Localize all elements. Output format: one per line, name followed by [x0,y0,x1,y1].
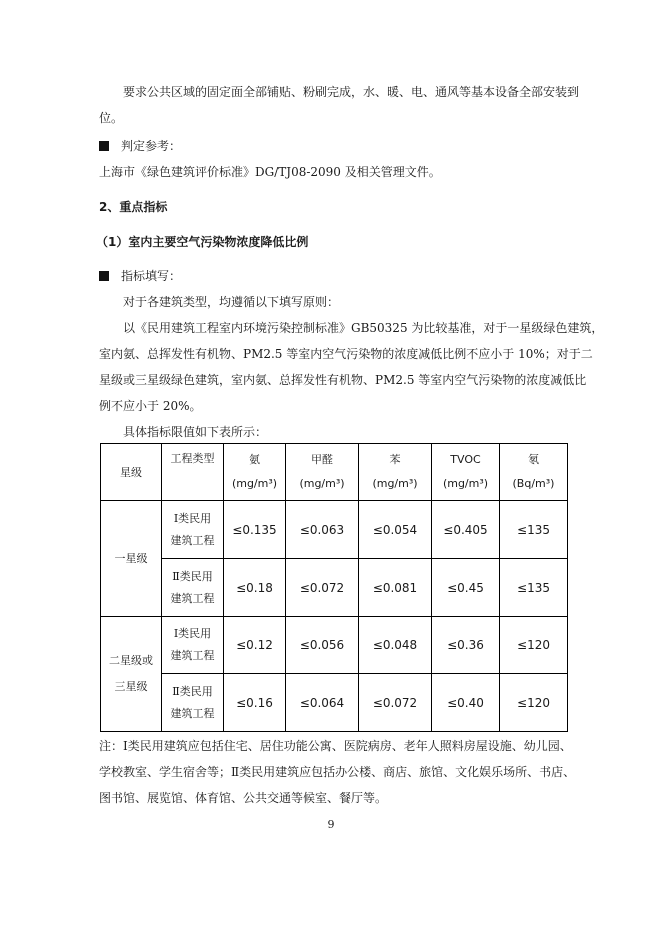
ammonia-value: ≤0.135 [224,501,286,559]
formaldehyde-value: ≤0.064 [286,674,359,732]
paragraph-table-intro: 具体指标限值如下表所示： [123,425,268,439]
header-ammonia [224,444,286,501]
tvoc-value: ≤0.45 [432,559,500,617]
paragraph-requirements-line1: 要求公共区域的固定面全部铺贴、粉刷完成，水、暖、电、通风等基本设备全部安装到 [123,85,580,99]
star-level-line2: 三星级 [114,680,148,693]
subsection-heading: （1）室内主要空气污染物浓度降低比例 [96,235,309,249]
ammonia-value: ≤0.16 [224,674,286,732]
table-row [101,559,568,617]
project-type-line1: Ⅰ类民用 [173,511,212,525]
square-bullet-icon [99,141,109,151]
star-level-cell [101,617,162,732]
project-type-line2: 建筑工程 [170,706,215,720]
section-heading: 2、重点指标 [99,200,168,214]
formaldehyde-value: ≤0.072 [286,559,359,617]
paragraph-principle: 对于各建筑类型，均遵循以下填写原则： [123,295,340,309]
project-type-cell [162,501,224,559]
header-tvoc [432,444,500,501]
paragraph-requirements-line2: 位。 [99,111,124,125]
bullet-judgement-reference [99,138,181,154]
ammonia-value: ≤0.18 [224,559,286,617]
project-type-line2: 建筑工程 [170,591,215,605]
project-type-line2: 建筑工程 [170,533,215,547]
table-row [101,501,568,559]
table-note-line3: 图书馆、展览馆、体育馆、公共交通等候室、餐厅等。 [99,791,388,805]
header-project-type: 工程类型 [162,444,224,501]
square-bullet-icon [99,271,109,281]
benzene-value: ≤0.054 [359,501,432,559]
page-number: 9 [327,818,335,831]
radon-value: ≤135 [500,559,568,617]
header-ammonia-label: 氨 [249,453,260,466]
header-radon [500,444,568,501]
star-level-cell: 一星级 [101,501,162,617]
tvoc-value: ≤0.405 [432,501,500,559]
header-ammonia-unit: (mg/m³) [231,477,278,490]
paragraph-baseline-line1: 以《民用建筑工程室内环境污染控制标准》GB50325 为比较基准，对于一星级绿色建筑， [123,321,604,335]
table-row [101,674,568,732]
bullet-indicator-fill [99,268,181,284]
paragraph-baseline-line3: 星级或三星级绿色建筑，室内氨、总挥发性有机物、PM2.5 等室内空气污染物的浓度减低比 [99,373,587,387]
star-level-line1: 二星级或 [109,654,153,667]
tvoc-value: ≤0.36 [432,617,500,674]
radon-value: ≤120 [500,674,568,732]
header-benzene-unit: (mg/m³) [372,477,418,490]
header-formaldehyde [286,444,359,501]
table-note-line1: 注：Ⅰ类民用建筑应包括住宅、居住功能公寓、医院病房、老年人照料房屋设施、幼儿园、 [99,739,572,753]
header-radon-label: 氡 [528,453,539,466]
project-type-line1: Ⅰ类民用 [173,627,212,640]
benzene-value: ≤0.072 [359,674,432,732]
tvoc-value: ≤0.40 [432,674,500,732]
header-formaldehyde-unit: (mg/m³) [299,477,345,490]
reference-standard: 上海市《绿色建筑评价标准》DG/TJ08-2090 及相关管理文件。 [99,165,441,179]
ammonia-value: ≤0.12 [224,617,286,674]
table-note-line2: 学校教室、学生宿舍等；Ⅱ类民用建筑应包括办公楼、商店、旅馆、文化娱乐场所、书店、 [99,765,576,779]
project-type-line1: Ⅱ类民用 [172,684,213,698]
header-benzene-label: 苯 [389,453,401,466]
project-type-cell [162,559,224,617]
table-header-row [101,444,568,501]
header-benzene [359,444,432,501]
project-type-cell [162,617,224,674]
formaldehyde-value: ≤0.063 [286,501,359,559]
bullet-label: 指标填写： [121,269,182,283]
bullet-label: 判定参考： [121,139,182,153]
benzene-value: ≤0.081 [359,559,432,617]
header-star-level: 星级 [101,444,162,501]
table-row [101,617,568,674]
paragraph-baseline-line4: 例不应小于 20%。 [99,399,202,413]
header-formaldehyde-label: 甲醛 [311,453,333,466]
project-type-line2: 建筑工程 [170,649,215,662]
pollutant-limits-table [100,443,568,732]
header-tvoc-unit: (mg/m³) [442,477,489,490]
benzene-value: ≤0.048 [359,617,432,674]
project-type-line1: Ⅱ类民用 [172,569,213,583]
paragraph-baseline-line2: 室内氨、总挥发性有机物、PM2.5 等室内空气污染物的浓度减低比例不应小于 10%；对于二 [99,347,593,361]
radon-value: ≤135 [500,501,568,559]
header-tvoc-label: TVOC [450,453,481,466]
header-radon-unit: (Bq/m³) [512,477,555,490]
radon-value: ≤120 [500,617,568,674]
formaldehyde-value: ≤0.056 [286,617,359,674]
project-type-cell [162,674,224,732]
